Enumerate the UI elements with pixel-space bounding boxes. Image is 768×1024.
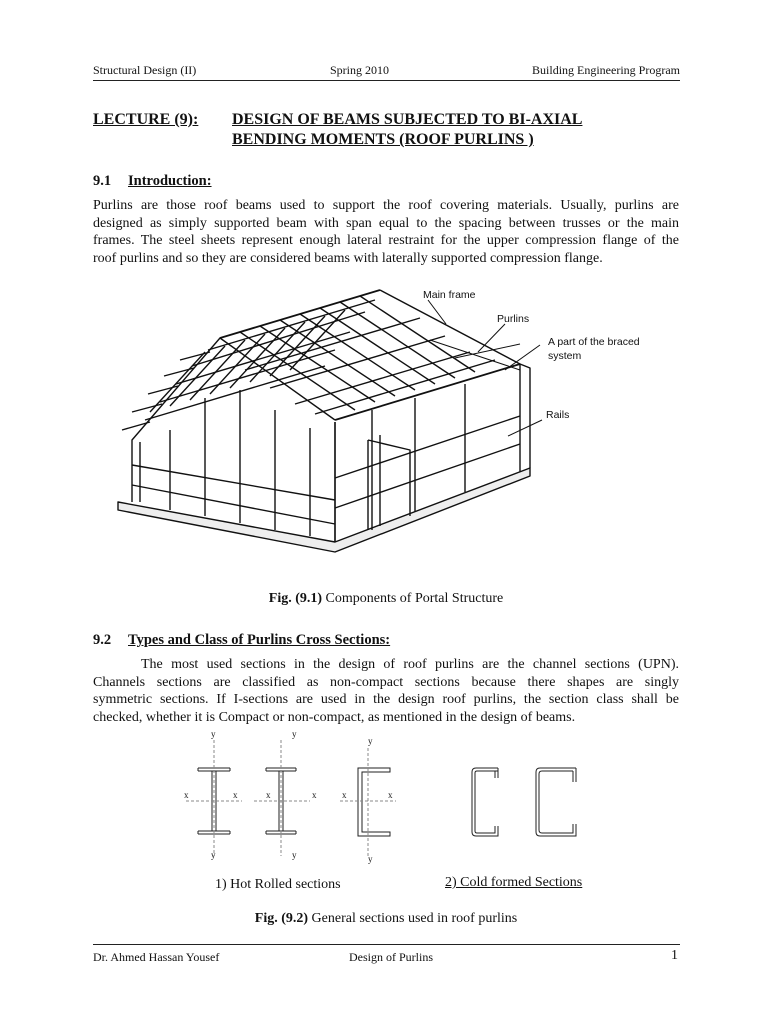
cross-sections-figure xyxy=(178,728,598,868)
axis-label-x: x xyxy=(266,790,271,800)
section-heading-introduction xyxy=(93,173,212,190)
section-heading-types xyxy=(93,632,390,649)
label-hot-rolled: 1) Hot Rolled sections xyxy=(215,877,341,892)
paragraph-line: The most used sections in the design of roof purlins are the channel sections (UPN). xyxy=(141,657,679,672)
label-main-frame: Main frame xyxy=(423,289,476,301)
i-section-2 xyxy=(254,740,310,856)
section-title: Types and Class of Purlins Cross Sections: xyxy=(128,632,391,648)
leader-rails xyxy=(508,420,542,436)
paragraph-introduction xyxy=(93,197,679,267)
label-braced-line1: A part of the braced xyxy=(548,336,640,348)
header-program: Building Engineering Program xyxy=(532,63,680,77)
front-frame xyxy=(132,338,335,502)
cold-formed-section-1 xyxy=(472,768,498,836)
channel-section xyxy=(340,748,396,856)
caption-ref: Fig. (9.2) xyxy=(254,911,309,926)
axis-label-x: x xyxy=(184,790,189,800)
axis-label-y: y xyxy=(368,736,373,746)
cold-formed-section-2 xyxy=(536,768,576,836)
axis-label-y: y xyxy=(211,729,216,739)
section-number: 9.1 xyxy=(93,173,112,189)
lecture-number: LECTURE (9): xyxy=(93,111,199,128)
figure-caption-9-1 xyxy=(93,591,679,607)
page-header xyxy=(93,62,680,81)
paragraph-line: Purlins are those roof beams used to support the roof covering materials. Usually, purlins are xyxy=(93,198,679,213)
section-number: 9.2 xyxy=(93,632,112,648)
axis-label-x: x xyxy=(233,790,238,800)
paragraph-line: frames. The steel sheets represent enough lateral restraint for the upper compression flange of the xyxy=(93,233,679,248)
page-number: 1 xyxy=(671,948,678,963)
axis-label-y: y xyxy=(211,850,216,860)
leader-braced xyxy=(505,345,540,370)
axis-label-x: x xyxy=(388,790,393,800)
caption-ref: Fig. (9.1) xyxy=(268,591,323,606)
footer-author: Dr. Ahmed Hassan Yousef xyxy=(93,950,220,964)
foundation-slab xyxy=(118,468,530,552)
axis-label-x: x xyxy=(312,790,317,800)
lecture-title-line2: BENDING MOMENTS (ROOF PURLINS ) xyxy=(232,131,534,148)
label-rails: Rails xyxy=(546,409,570,421)
header-term: Spring 2010 xyxy=(330,63,390,77)
paragraph-types xyxy=(93,656,679,726)
paragraph-line: Channels sections are classified as non-compact sections because there shapes are singly xyxy=(93,674,679,690)
section-title: Introduction: xyxy=(128,173,212,189)
caption-text: General sections used in roof purlins xyxy=(308,911,518,926)
footer-topic: Design of Purlins xyxy=(349,950,433,964)
axis-label-y: y xyxy=(368,854,373,864)
axis-label-x: x xyxy=(342,790,347,800)
axis-label-y: y xyxy=(292,729,297,739)
label-braced-line2: system xyxy=(548,350,582,362)
portal-structure-figure xyxy=(110,280,680,580)
paragraph-line: roof purlins and so they are considered beams with laterally supported compression flange. xyxy=(93,250,603,266)
caption-text: Components of Portal Structure xyxy=(322,591,504,606)
paragraph-line: symmetric sections. If I-sections are used in the design roof purlins, the section class shall be xyxy=(93,692,679,707)
header-course: Structural Design (II) xyxy=(93,63,197,77)
page-footer xyxy=(93,944,680,967)
axis-label-y: y xyxy=(292,850,297,860)
figure-caption-9-2 xyxy=(93,911,679,927)
lecture-title-line1: DESIGN OF BEAMS SUBJECTED TO BI-AXIAL xyxy=(232,111,583,128)
label-purlins: Purlins xyxy=(497,313,530,325)
label-cold-formed: 2) Cold formed Sections xyxy=(445,875,583,890)
paragraph-line: checked, whether it is Compact or non-compact, as mentioned in the design of beams. xyxy=(93,709,576,725)
paragraph-line: designed as simply supported beam with span equal to the spacing between trusses or the main xyxy=(93,215,679,231)
